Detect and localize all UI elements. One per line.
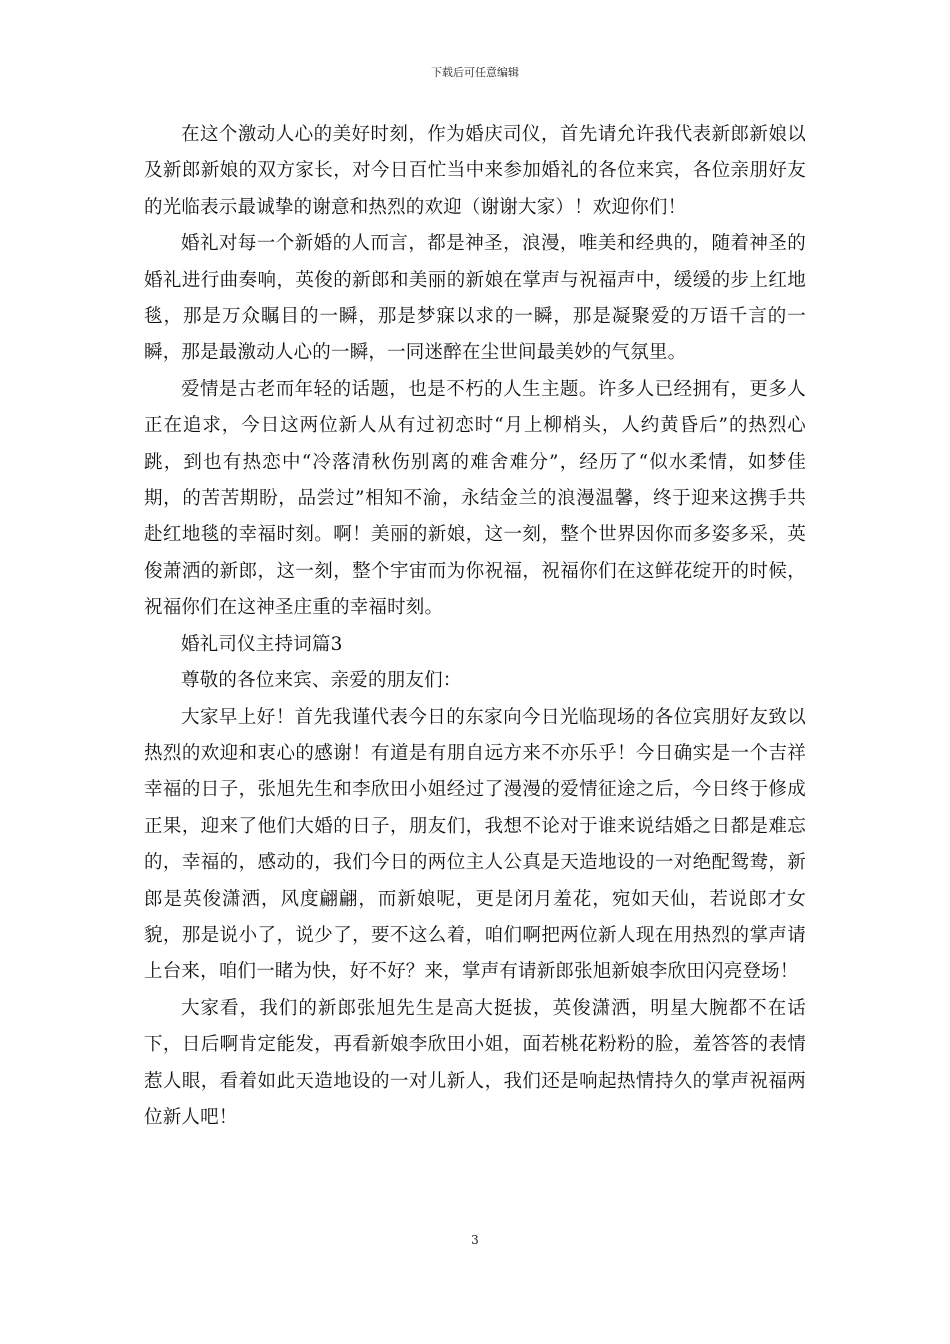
paragraph-opening-welcome: 在这个激动人心的美好时刻，作为婚庆司仪，首先请允许我代表新郎新娘以及新郎新娘的双方家长，对今日百忙当中来参加婚礼的各位来宾，各位亲朋好友的光临表示最诚挚的谢意和热烈的欢迎（谢谢大家）！欢迎你们！ (144, 124, 806, 218)
section-heading: 婚礼司仪主持词篇3 (181, 633, 343, 655)
paragraph-wedding-sacred: 婚礼对每一个新婚的人而言，都是神圣，浪漫，唯美和经典的，随着神圣的婚礼进行曲奏响，英俊的新郎和美丽的新娘在掌声与祝福声中，缓缓的步上红地毯，那是万众瞩目的一瞬，那是梦寐以求的一瞬，那是凝聚爱的万语千言的一瞬，那是最激动人心的一瞬，一同迷醉在尘世间最美妙的气氛里。 (144, 233, 806, 364)
paragraph-love-theme: 爱情是古老而年轻的话题，也是不朽的人生主题。许多人已经拥有，更多人正在追求，今日这两位新人从有过初恋时“月上柳梢头，人约黄昏后”的热烈心跳，到也有热恋中“冷落清秋伤别离的难舍难分”，经历了“似水柔情，如梦佳期，的苦苦期盼，品尝过”相知不渝，永结金兰的浪漫温馨，终于迎来这携手共赴红地毯的幸福时刻。啊！美丽的新娘，这一刻，整个世界因你而多姿多采，英俊萧洒的新郎，这一刻，整个宇宙而为你祝福，祝福你们在这鲜花绽开的时候，祝福你们在这神圣庄重的幸福时刻。 (144, 378, 806, 619)
page-header: 下载后可任意编辑 (431, 66, 519, 79)
paragraph-introduce-couple: 大家看，我们的新郎张旭先生是高大挺拔，英俊潇洒，明星大腕都不在话下，日后啊肯定能发，再看新娘李欣田小姐，面若桃花粉粉的脸，羞答答的表情惹人眼，看着如此天造地设的一对儿新人，我们还是响起热情持久的掌声祝福两位新人吧！ (144, 997, 806, 1128)
salutation: 尊敬的各位来宾、亲爱的朋友们： (181, 670, 462, 692)
paragraph-good-morning: 大家早上好！首先我谨代表今日的东家向今日光临现场的各位宾朋好友致以热烈的欢迎和衷心的感谢！有道是有朋自远方来不亦乐乎！今日确实是一个吉祥幸福的日子，张旭先生和李欣田小姐经过了漫漫的爱情征途之后，今日终于修成正果，迎来了他们大婚的日子，朋友们，我想不论对于谁来说结婚之日都是难忘的，幸福的，感动的，我们今日的两位主人公真是天造地设的一对绝配鸳鸯，新郎是英俊潇洒，风度翩翩，而新娘呢，更是闭月羞花，宛如天仙，若说郎才女貌，那是说小了，说少了，要不这么着，咱们啊把两位新人现在用热烈的掌声请上台来，咱们一睹为快，好不好？来，掌声有请新郎张旭新娘李欣田闪亮登场！ (144, 706, 806, 983)
document-body (144, 117, 806, 1136)
page-number: 3 (471, 1233, 479, 1247)
